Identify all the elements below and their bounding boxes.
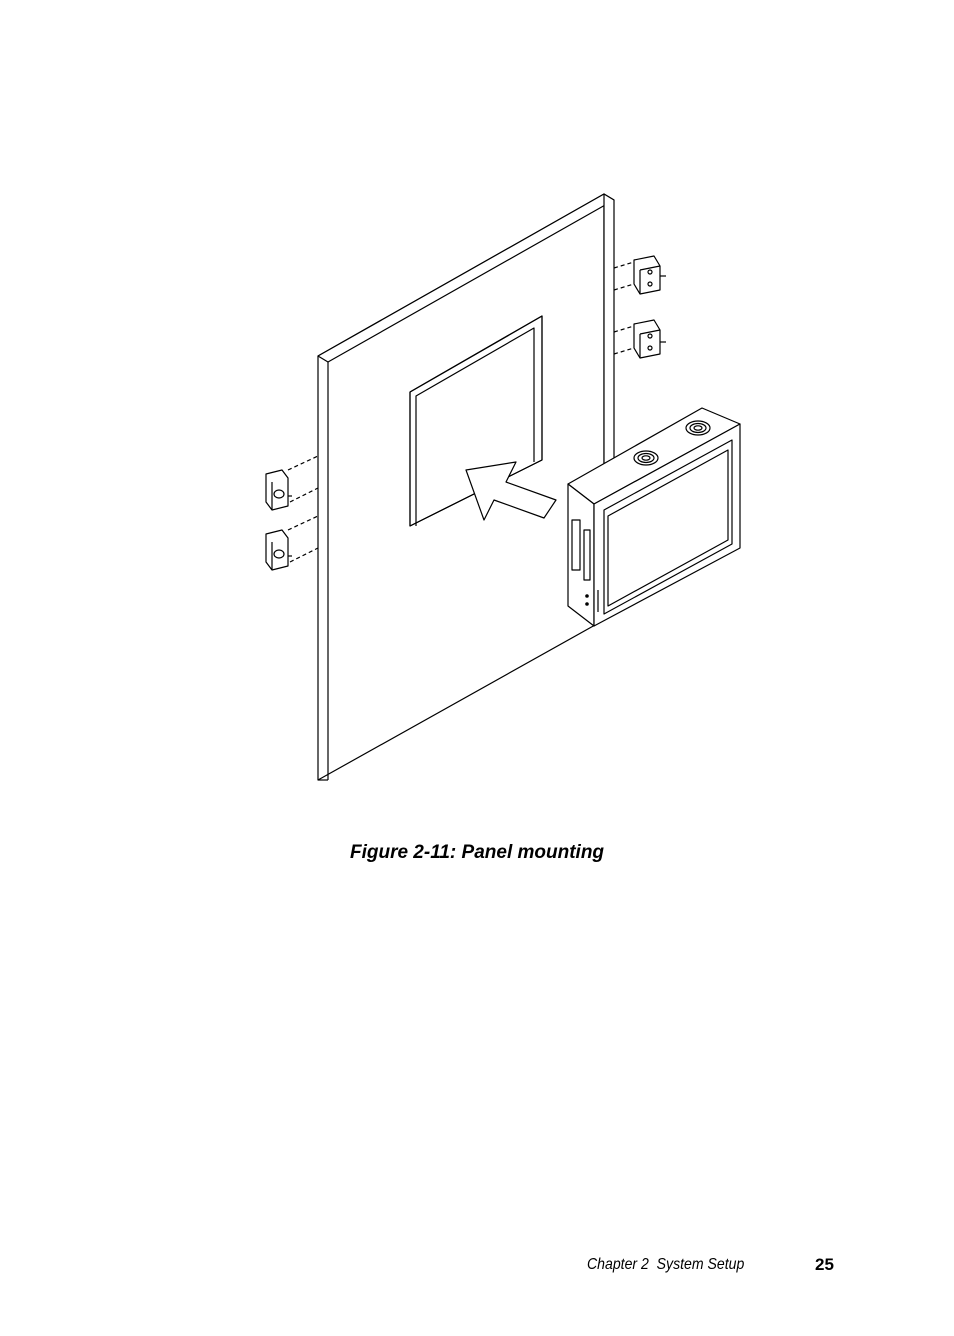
mounting-clamp	[614, 256, 666, 294]
mounting-clamp	[266, 456, 318, 510]
mounting-clamp	[614, 320, 666, 358]
footer-chapter-title: Chapter 2 System Setup	[587, 1256, 745, 1273]
mounting-clamp	[266, 516, 318, 570]
footer-page-number: 25	[815, 1255, 834, 1274]
figure-caption: Figure 2-11: Panel mounting	[349, 842, 605, 863]
